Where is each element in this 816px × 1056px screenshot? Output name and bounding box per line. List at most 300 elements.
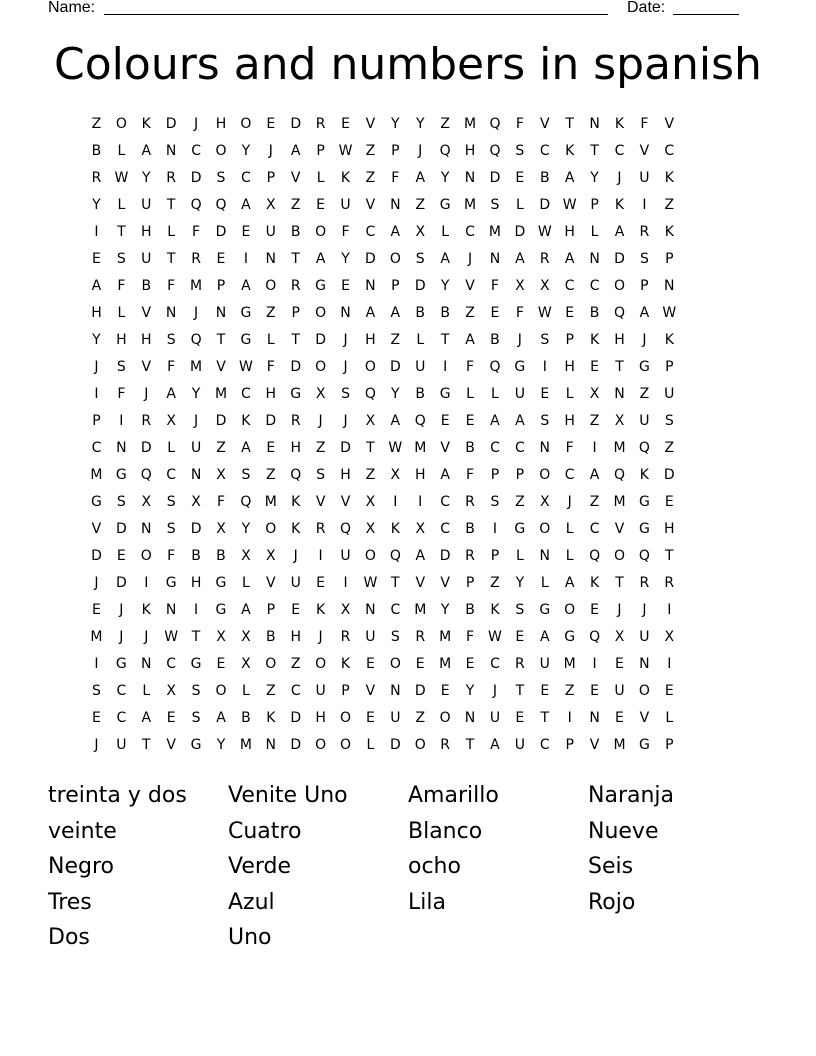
grid-letter: U	[315, 683, 326, 699]
grid-letter: O	[364, 359, 376, 375]
grid-letter: V	[216, 359, 226, 375]
grid-letter: S	[166, 332, 176, 348]
grid-letter: Q	[638, 440, 650, 456]
grid-letter: C	[490, 440, 500, 456]
grid-row	[84, 516, 732, 543]
grid-letter: H	[464, 143, 476, 159]
grid-letter: Z	[290, 197, 301, 213]
grid-letter: V	[639, 710, 650, 726]
grid-letter: N	[165, 602, 177, 618]
grid-letter: R	[191, 251, 201, 267]
grid-letter: N	[489, 251, 501, 267]
grid-letter: C	[490, 656, 500, 672]
grid-letter: P	[391, 278, 400, 294]
grid-letter: D	[215, 224, 227, 240]
grid-letter: C	[539, 737, 550, 753]
grid-letter: J	[343, 332, 348, 348]
word-bank-item: Azul	[228, 889, 275, 915]
word-bank-item: Cuatro	[228, 818, 302, 844]
grid-letter: N	[614, 386, 625, 402]
grid-letter: Z	[664, 440, 675, 456]
grid-letter: G	[215, 602, 227, 618]
grid-letter: F	[117, 278, 126, 294]
grid-letter: G	[638, 359, 650, 375]
grid-letter: L	[515, 197, 524, 213]
grid-letter: J	[144, 386, 149, 402]
grid-letter: L	[167, 224, 176, 240]
grid-letter: L	[142, 683, 151, 699]
grid-letter: F	[391, 170, 400, 186]
grid-letter: T	[465, 737, 475, 753]
grid-letter: I	[318, 548, 323, 564]
grid-letter: S	[241, 467, 251, 483]
grid-row	[84, 624, 732, 651]
grid-letter: K	[390, 521, 400, 537]
grid-letter: Q	[140, 467, 152, 483]
grid-letter: H	[290, 440, 301, 456]
grid-letter: N	[589, 710, 600, 726]
grid-letter: T	[366, 440, 375, 456]
grid-letter: O	[315, 656, 327, 672]
grid-row	[84, 327, 732, 354]
grid-row	[84, 570, 732, 597]
grid-letter: A	[564, 251, 575, 267]
grid-letter: A	[241, 602, 251, 618]
grid-letter: B	[191, 548, 201, 564]
grid-letter: D	[91, 548, 102, 564]
grid-letter: X	[166, 683, 176, 699]
grid-letter: D	[365, 251, 376, 267]
grid-row	[84, 732, 732, 759]
grid-letter: Y	[92, 197, 101, 213]
grid-letter: Z	[415, 710, 426, 726]
grid-letter: T	[615, 575, 624, 591]
grid-letter: D	[315, 332, 326, 348]
grid-letter: N	[589, 116, 600, 132]
grid-letter: Z	[266, 305, 276, 321]
grid-letter: H	[141, 224, 152, 240]
grid-letter: B	[415, 386, 426, 402]
grid-letter: B	[290, 224, 301, 240]
grid-letter: E	[590, 359, 599, 375]
grid-letter: N	[390, 683, 401, 699]
grid-letter: N	[390, 197, 401, 213]
grid-letter: S	[639, 251, 649, 267]
grid-letter: R	[91, 170, 102, 186]
grid-letter: R	[664, 575, 675, 591]
grid-letter: H	[116, 332, 127, 348]
grid-letter: K	[316, 602, 326, 618]
grid-letter: T	[590, 143, 599, 159]
grid-letter: C	[589, 521, 600, 537]
grid-letter: E	[216, 656, 226, 672]
grid-letter: T	[141, 737, 151, 753]
name-label: Name:	[48, 0, 96, 16]
word-bank-item: Seis	[588, 854, 634, 879]
grid-letter: L	[316, 170, 325, 186]
grid-letter: D	[290, 710, 302, 726]
word-bank-item: Amarillo	[408, 783, 499, 808]
grid-row	[84, 678, 732, 705]
grid-letter: K	[639, 467, 649, 483]
grid-letter: I	[243, 251, 248, 267]
grid-letter: U	[514, 386, 525, 402]
grid-letter: N	[664, 278, 675, 294]
grid-letter: J	[617, 170, 622, 186]
grid-letter: G	[240, 305, 252, 321]
grid-letter: S	[116, 494, 126, 510]
grid-letter: Z	[589, 413, 600, 429]
grid-letter: S	[191, 710, 201, 726]
grid-letter: N	[589, 251, 600, 267]
grid-letter: S	[490, 197, 500, 213]
grid-letter: W	[238, 359, 253, 375]
grid-letter: I	[542, 359, 547, 375]
grid-letter: E	[590, 602, 599, 618]
grid-letter: U	[141, 197, 152, 213]
grid-letter: T	[216, 332, 226, 348]
grid-letter: M	[414, 440, 427, 456]
grid-letter: P	[92, 413, 101, 429]
grid-letter: D	[489, 170, 501, 186]
grid-letter: G	[115, 467, 127, 483]
grid-letter: O	[564, 602, 576, 618]
grid-letter: U	[489, 710, 501, 726]
grid-letter: V	[340, 494, 351, 510]
grid-letter: J	[194, 116, 199, 132]
grid-letter: A	[515, 251, 525, 267]
grid-letter: E	[490, 305, 500, 321]
grid-letter: O	[265, 656, 277, 672]
grid-letter: C	[241, 170, 251, 186]
grid-letter: X	[539, 278, 550, 294]
grid-letter: F	[490, 278, 499, 294]
grid-letter: E	[166, 710, 176, 726]
grid-letter: E	[92, 710, 101, 726]
grid-letter: V	[440, 575, 450, 591]
grid-letter: H	[664, 521, 675, 537]
grid-letter: H	[564, 359, 575, 375]
grid-letter: V	[166, 737, 176, 753]
grid-letter: V	[440, 440, 450, 456]
grid-letter: P	[565, 332, 574, 348]
grid-letter: X	[141, 494, 152, 510]
grid-letter: O	[340, 710, 352, 726]
grid-letter: J	[318, 413, 323, 429]
grid-letter: M	[464, 197, 477, 213]
grid-letter: R	[514, 656, 525, 672]
grid-letter: Z	[91, 116, 102, 132]
grid-letter: G	[439, 197, 451, 213]
grid-letter: S	[540, 332, 550, 348]
grid-letter: H	[215, 116, 227, 132]
grid-letter: R	[141, 413, 152, 429]
grid-letter: A	[390, 305, 401, 321]
grid-letter: Z	[564, 683, 575, 699]
grid-letter: J	[567, 494, 572, 510]
grid-letter: O	[389, 251, 401, 267]
grid-letter: K	[664, 332, 674, 348]
grid-letter: Q	[613, 467, 625, 483]
grid-letter: B	[465, 602, 475, 618]
grid-letter: U	[514, 737, 525, 753]
grid-letter: I	[194, 602, 199, 618]
grid-letter: J	[268, 143, 273, 159]
grid-letter: V	[415, 575, 426, 591]
grid-letter: V	[290, 170, 301, 186]
word-bank-item: Venite Uno	[228, 783, 348, 808]
grid-letter: U	[390, 710, 401, 726]
grid-letter: V	[614, 521, 625, 537]
grid-letter: J	[94, 737, 99, 753]
grid-letter: N	[141, 656, 152, 672]
grid-letter: P	[291, 305, 300, 321]
grid-letter: R	[639, 575, 650, 591]
grid-letter: S	[490, 494, 500, 510]
grid-letter: A	[141, 143, 152, 159]
grid-letter: D	[614, 251, 625, 267]
grid-letter: Z	[315, 440, 326, 456]
grid-letter: X	[315, 386, 326, 402]
grid-letter: A	[490, 737, 500, 753]
grid-letter: B	[265, 629, 276, 645]
grid-letter: X	[266, 197, 276, 213]
grid-letter: O	[140, 548, 152, 564]
grid-letter: T	[540, 710, 550, 726]
grid-letter: F	[466, 467, 475, 483]
grid-letter: U	[116, 737, 127, 753]
grid-letter: P	[640, 278, 649, 294]
grid-letter: C	[390, 602, 401, 618]
grid-letter: J	[492, 683, 498, 699]
grid-letter: Y	[440, 602, 450, 618]
grid-letter: T	[565, 116, 574, 132]
grid-letter: X	[365, 521, 376, 537]
grid-letter: T	[117, 224, 126, 240]
grid-letter: T	[440, 332, 450, 348]
grid-letter: L	[491, 386, 499, 402]
grid-letter: M	[488, 224, 501, 240]
grid-letter: U	[340, 197, 351, 213]
grid-letter: Z	[465, 305, 475, 321]
grid-letter: O	[265, 278, 277, 294]
grid-letter: O	[215, 683, 227, 699]
grid-row	[84, 273, 732, 300]
grid-letter: S	[191, 683, 201, 699]
grid-letter: U	[639, 413, 650, 429]
grid-letter: K	[340, 170, 351, 186]
grid-letter: S	[515, 143, 525, 159]
grid-letter: B	[589, 305, 600, 321]
grid-letter: G	[165, 575, 177, 591]
grid-letter: F	[466, 359, 475, 375]
grid-letter: E	[316, 575, 326, 591]
grid-letter: G	[115, 656, 127, 672]
grid-letter: Z	[490, 575, 500, 591]
grid-letter: B	[415, 305, 426, 321]
grid-letter: J	[119, 629, 124, 645]
grid-letter: Y	[241, 521, 251, 537]
word-bank-item: Nueve	[588, 818, 659, 844]
grid-letter: R	[290, 278, 301, 294]
grid-letter: D	[165, 116, 177, 132]
grid-letter: A	[564, 170, 575, 186]
grid-letter: E	[341, 116, 350, 132]
grid-letter: D	[514, 224, 526, 240]
grid-letter: U	[141, 251, 152, 267]
grid-letter: S	[341, 386, 350, 402]
grid-letter: A	[539, 629, 550, 645]
grid-letter: K	[589, 332, 600, 348]
grid-letter: P	[665, 359, 674, 375]
grid-letter: O	[364, 548, 376, 564]
grid-letter: S	[664, 413, 674, 429]
grid-letter: Z	[365, 467, 376, 483]
grid-letter: D	[140, 440, 152, 456]
grid-letter: K	[614, 197, 625, 213]
grid-letter: S	[92, 683, 101, 699]
grid-letter: C	[116, 710, 127, 726]
grid-letter: K	[490, 602, 500, 618]
grid-letter: V	[589, 737, 600, 753]
grid-letter: B	[91, 143, 102, 159]
grid-letter: D	[414, 683, 426, 699]
grid-letter: W	[114, 170, 129, 186]
grid-letter: Z	[415, 197, 426, 213]
grid-letter: W	[164, 629, 179, 645]
grid-letter: A	[390, 413, 401, 429]
grid-letter: H	[91, 305, 102, 321]
grid-letter: C	[614, 143, 625, 159]
grid-letter: A	[589, 467, 600, 483]
grid-letter: J	[617, 602, 622, 618]
grid-letter: W	[562, 197, 577, 213]
grid-letter: A	[415, 170, 426, 186]
grid-letter: Q	[589, 629, 601, 645]
grid-letter: I	[667, 656, 672, 672]
grid-letter: M	[239, 737, 252, 753]
grid-letter: C	[91, 440, 102, 456]
word-bank-item: Naranja	[588, 783, 675, 808]
grid-letter: U	[340, 548, 351, 564]
grid-letter: W	[388, 440, 403, 456]
grid-letter: N	[165, 305, 177, 321]
grid-letter: M	[613, 737, 626, 753]
grid-letter: X	[191, 494, 201, 510]
grid-letter: D	[439, 548, 451, 564]
grid-letter: F	[515, 116, 524, 132]
grid-letter: J	[94, 575, 99, 591]
grid-letter: N	[464, 170, 476, 186]
grid-letter: L	[540, 575, 549, 591]
grid-letter: N	[265, 737, 277, 753]
grid-letter: P	[266, 602, 276, 618]
grid-letter: Q	[340, 521, 352, 537]
grid-letter: L	[441, 224, 450, 240]
grid-letter: F	[167, 359, 176, 375]
grid-letter: T	[391, 575, 400, 591]
grid-letter: G	[514, 359, 526, 375]
grid-row	[84, 408, 732, 435]
grid-letter: M	[264, 494, 277, 510]
grid-letter: L	[515, 548, 524, 564]
grid-letter: U	[614, 683, 625, 699]
grid-letter: E	[540, 386, 550, 402]
grid-letter: X	[664, 629, 675, 645]
grid-letter: G	[638, 737, 650, 753]
grid-letter: Z	[216, 440, 226, 456]
grid-letter: P	[490, 548, 500, 564]
grid-letter: L	[241, 575, 250, 591]
grid-letter: O	[613, 278, 625, 294]
grid-letter: I	[642, 197, 647, 213]
grid-row	[84, 138, 732, 165]
grid-letter: W	[662, 305, 677, 321]
grid-letter: I	[343, 575, 348, 591]
grid-letter: L	[117, 305, 126, 321]
grid-letter: F	[341, 224, 350, 240]
grid-letter: U	[639, 170, 650, 186]
grid-letter: D	[115, 575, 127, 591]
grid-letter: P	[316, 143, 325, 159]
grid-row	[84, 381, 732, 408]
grid-letter: F	[266, 359, 275, 375]
grid-letter: A	[390, 224, 401, 240]
grid-row	[84, 219, 732, 246]
grid-letter: O	[613, 548, 625, 564]
grid-letter: X	[390, 467, 401, 483]
grid-letter: M	[190, 359, 203, 375]
grid-letter: X	[340, 602, 351, 618]
grid-row	[84, 543, 732, 570]
grid-letter: V	[365, 116, 376, 132]
grid-letter: Q	[489, 143, 501, 159]
grid-letter: L	[366, 737, 375, 753]
grid-letter: O	[539, 521, 551, 537]
name-blank-line	[104, 0, 608, 15]
grid-letter: E	[565, 305, 575, 321]
grid-letter: O	[315, 305, 327, 321]
word-bank-item: Verde	[228, 854, 292, 879]
grid-letter: Z	[639, 386, 650, 402]
grid-letter: Y	[92, 332, 101, 348]
grid-letter: A	[465, 332, 475, 348]
grid-letter: O	[315, 737, 327, 753]
grid-letter: Z	[440, 116, 450, 132]
grid-letter: W	[488, 629, 502, 645]
grid-letter: O	[389, 656, 401, 672]
grid-letter: I	[94, 386, 99, 402]
grid-letter: O	[539, 467, 551, 483]
grid-letter: A	[415, 548, 426, 564]
word-bank-item: veinte	[48, 818, 117, 844]
grid-letter: A	[440, 467, 450, 483]
grid-letter: L	[565, 521, 574, 537]
grid-letter: A	[241, 440, 251, 456]
grid-letter: V	[365, 197, 376, 213]
grid-letter: A	[315, 251, 326, 267]
grid-letter: K	[664, 224, 674, 240]
header-fields	[48, 0, 748, 18]
grid-letter: K	[241, 413, 251, 429]
grid-letter: Q	[414, 413, 426, 429]
grid-letter: X	[415, 224, 426, 240]
word-bank-item: Uno	[228, 925, 272, 950]
grid-letter: J	[343, 413, 348, 429]
grid-letter: E	[365, 656, 375, 672]
grid-letter: C	[440, 521, 451, 537]
grid-letter: L	[466, 386, 474, 402]
